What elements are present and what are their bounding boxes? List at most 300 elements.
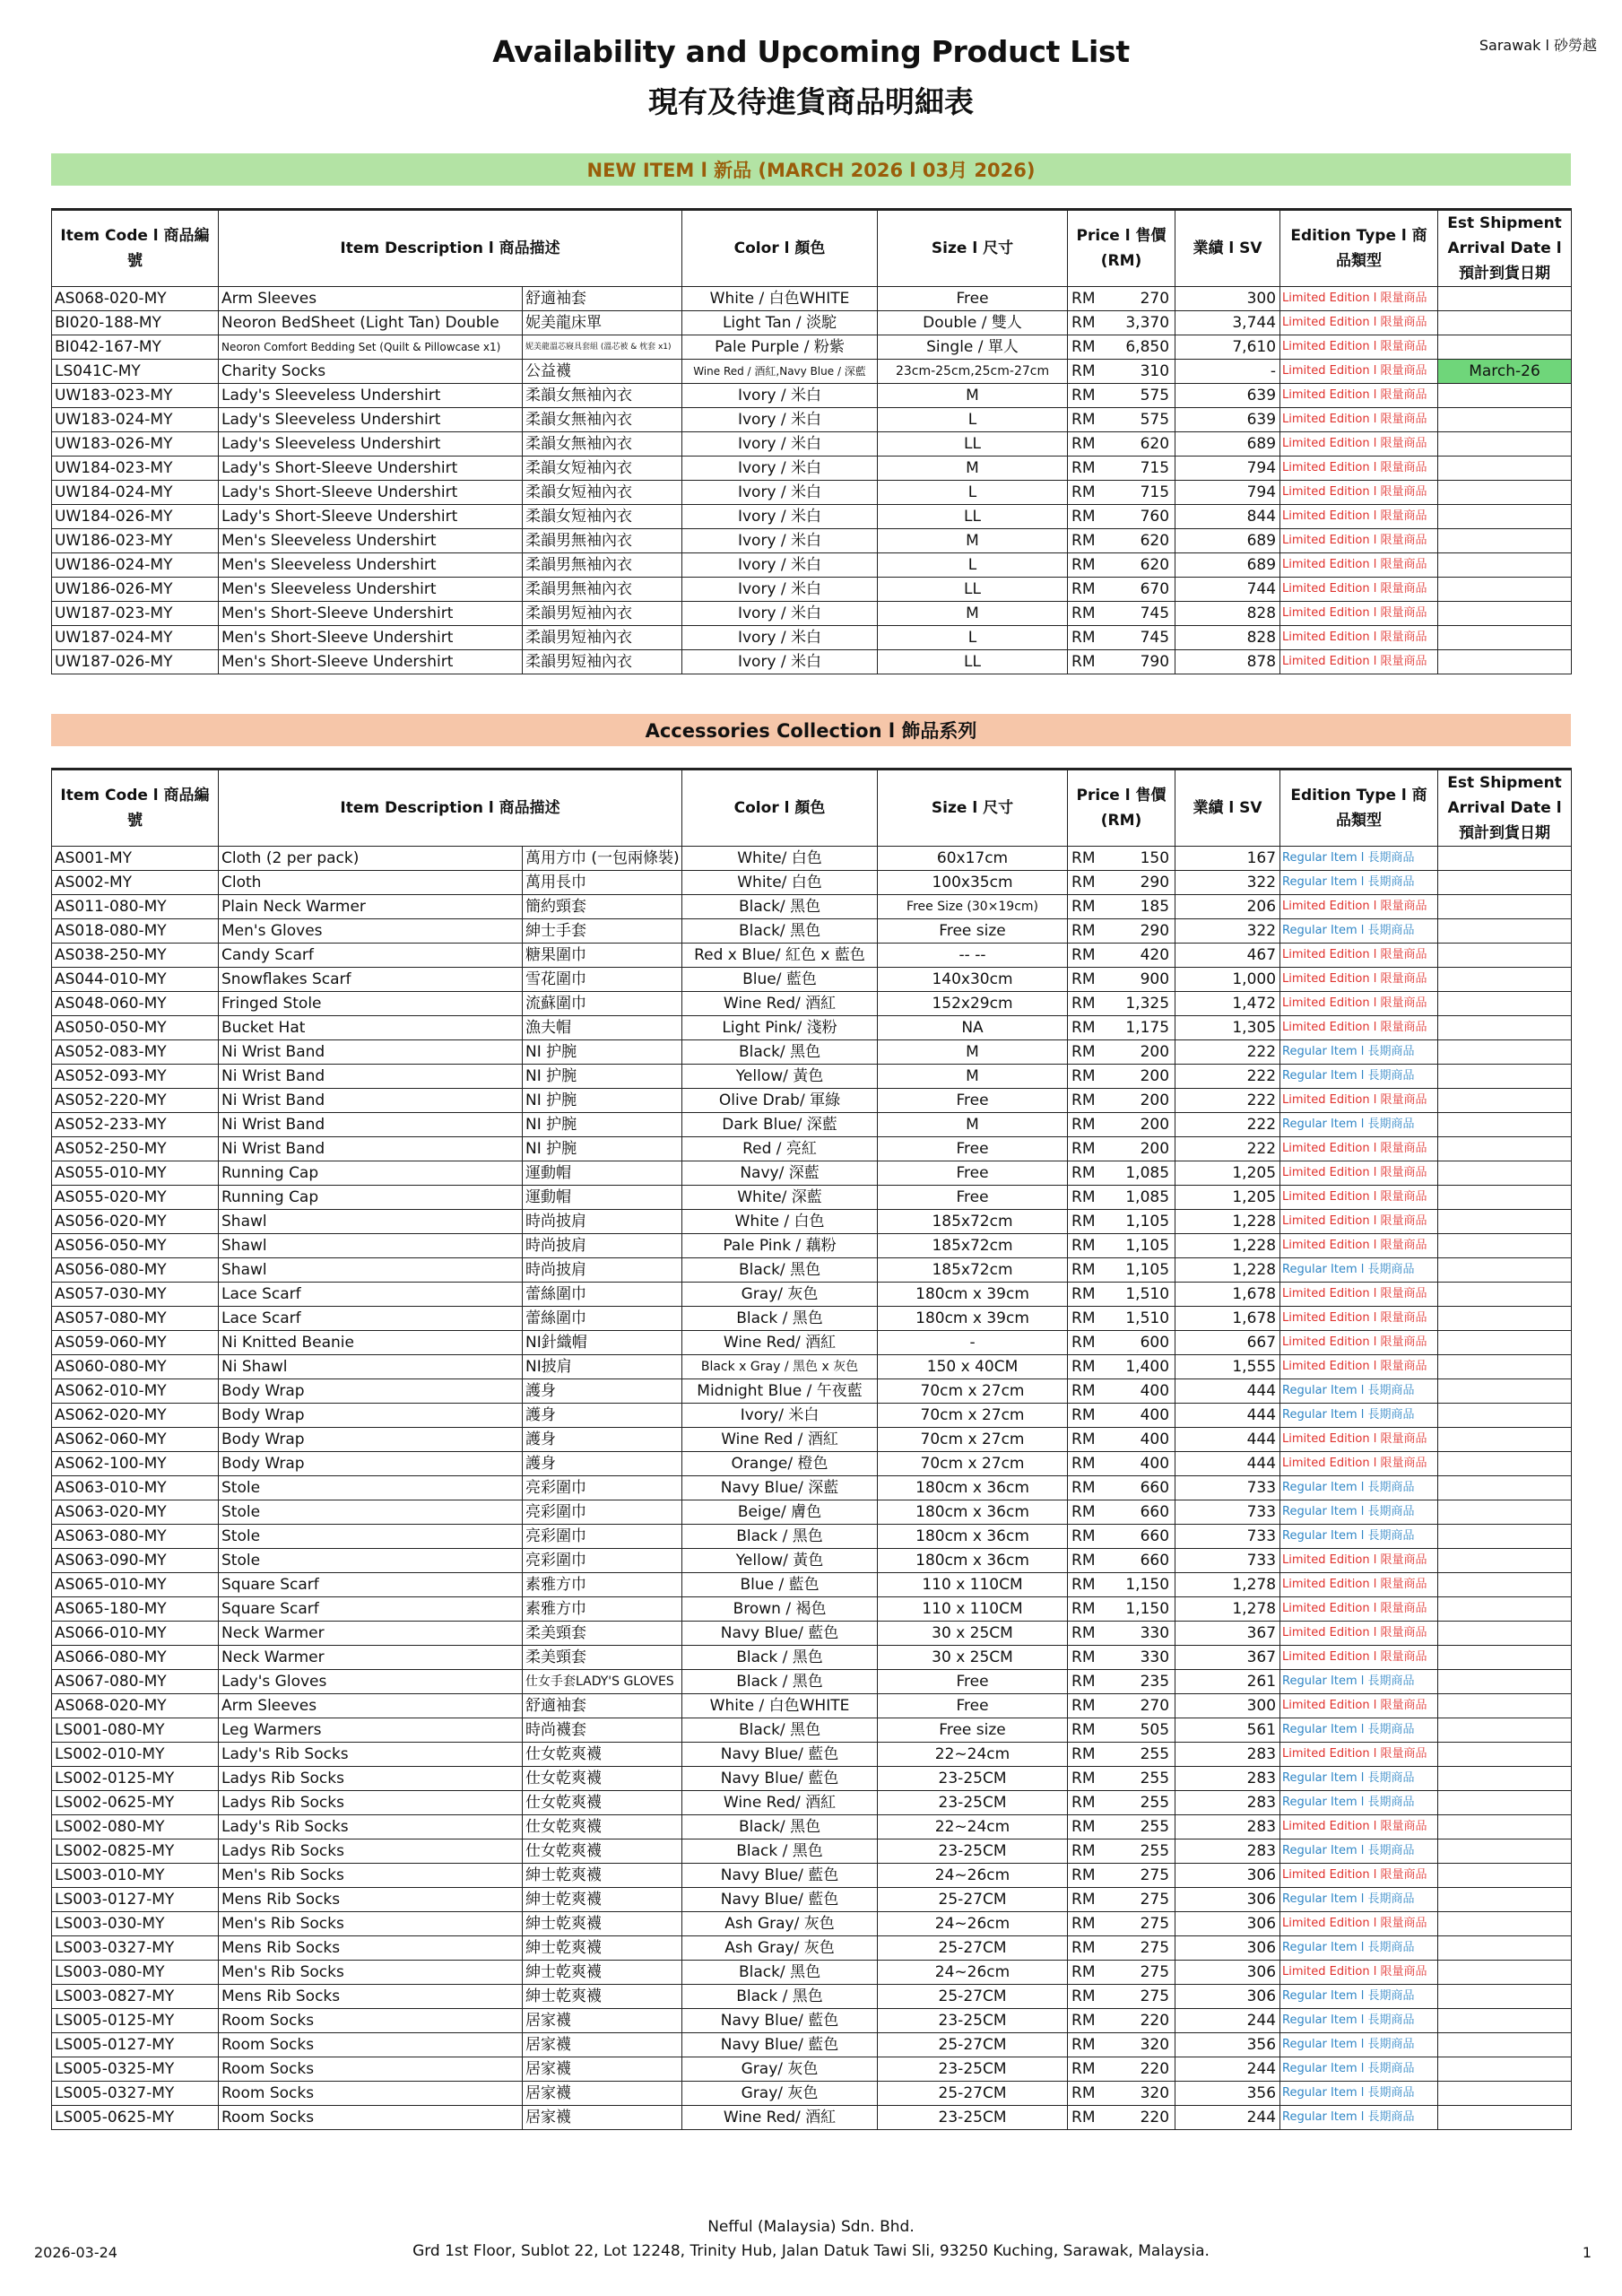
- arrival-date: [1438, 1065, 1572, 1089]
- item-description-en: Charity Socks: [219, 360, 523, 384]
- item-description-en: Cloth (2 per pack): [219, 847, 523, 871]
- item-code: BI042-167-MY: [52, 335, 219, 360]
- item-size: 23-25CM: [878, 2057, 1068, 2082]
- currency-label: RM: [1071, 1406, 1096, 1424]
- arrival-date: [1438, 578, 1572, 602]
- item-description-en: Men's Gloves: [219, 919, 523, 944]
- item-code: AS062-010-MY: [52, 1379, 219, 1404]
- item-color: Ivory / 米白: [682, 505, 878, 529]
- item-price: [1068, 1743, 1175, 1767]
- edition-type-badge: Regular Item l 長期商品: [1280, 2106, 1438, 2130]
- item-description-zh: 紳士乾爽襪: [523, 1864, 682, 1888]
- item-size: Free: [878, 1186, 1068, 1210]
- arrival-date: [1438, 1936, 1572, 1961]
- price-value: 745: [1140, 629, 1170, 647]
- item-code: UW183-026-MY: [52, 432, 219, 457]
- item-description-en: Ni Wrist Band: [219, 1065, 523, 1089]
- item-size: Free: [878, 1694, 1068, 1718]
- item-description-zh: 紳士乾爽襪: [523, 1961, 682, 1985]
- edition-type-badge: Limited Edition l 限量商品: [1280, 1234, 1438, 1258]
- arrival-date: [1438, 650, 1572, 674]
- arrival-date: [1438, 1573, 1572, 1597]
- arrival-date: [1438, 1743, 1572, 1767]
- item-code: UW184-023-MY: [52, 457, 219, 481]
- arrival-date: [1438, 1404, 1572, 1428]
- item-size: Free: [878, 1089, 1068, 1113]
- item-size: 110 x 110CM: [878, 1597, 1068, 1622]
- col-header-edition: Edition Type l 商品類型: [1280, 770, 1438, 847]
- item-size: LL: [878, 432, 1068, 457]
- item-description-en: Lady's Sleeveless Undershirt: [219, 384, 523, 408]
- item-sv: 356: [1175, 2033, 1280, 2057]
- item-price: [1068, 1839, 1175, 1864]
- item-color: Yellow/ 黃色: [682, 1549, 878, 1573]
- item-color: Olive Drab/ 軍綠: [682, 1089, 878, 1113]
- arrival-date: [1438, 1815, 1572, 1839]
- item-sv: 244: [1175, 2106, 1280, 2130]
- price-value: 660: [1140, 1552, 1170, 1570]
- item-code: AS066-080-MY: [52, 1646, 219, 1670]
- edition-type-badge: Limited Edition l 限量商品: [1280, 578, 1438, 602]
- item-description-zh: 萬用方巾 (一包兩條裝): [523, 847, 682, 871]
- item-color: White / 白色WHITE: [682, 287, 878, 311]
- item-sv: 444: [1175, 1452, 1280, 1476]
- item-description-en: Ni Knitted Beanie: [219, 1331, 523, 1355]
- table-row: [52, 1549, 1572, 1573]
- arrival-date: [1438, 1428, 1572, 1452]
- item-price: [1068, 1210, 1175, 1234]
- currency-label: RM: [1071, 1431, 1096, 1448]
- item-description-en: Arm Sleeves: [219, 287, 523, 311]
- item-size: 25-27CM: [878, 1985, 1068, 2009]
- item-color: Ivory / 米白: [682, 384, 878, 408]
- edition-type-badge: Limited Edition l 限量商品: [1280, 1622, 1438, 1646]
- table-row: [52, 944, 1572, 968]
- edition-type-badge: Regular Item l 長期商品: [1280, 2082, 1438, 2106]
- item-sv: 283: [1175, 1743, 1280, 1767]
- item-price: [1068, 650, 1175, 674]
- table-row: [52, 1404, 1572, 1428]
- item-size: 185x72cm: [878, 1210, 1068, 1234]
- edition-type-badge: Limited Edition l 限量商品: [1280, 529, 1438, 553]
- currency-label: RM: [1071, 2060, 1096, 2078]
- edition-type-badge: Limited Edition l 限量商品: [1280, 992, 1438, 1016]
- item-description-en: Ni Wrist Band: [219, 1040, 523, 1065]
- item-size: 152x29cm: [878, 992, 1068, 1016]
- item-size: 23-25CM: [878, 2009, 1068, 2033]
- item-price: [1068, 1694, 1175, 1718]
- table-row: [52, 457, 1572, 481]
- item-code: AS068-020-MY: [52, 1694, 219, 1718]
- item-color: Ash Gray/ 灰色: [682, 1912, 878, 1936]
- item-color: Blue / 藍色: [682, 1573, 878, 1597]
- item-price: [1068, 1961, 1175, 1985]
- currency-label: RM: [1071, 532, 1096, 550]
- item-size: M: [878, 457, 1068, 481]
- edition-type-badge: Limited Edition l 限量商品: [1280, 944, 1438, 968]
- item-size: 180cm x 39cm: [878, 1283, 1068, 1307]
- price-value: 185: [1140, 898, 1170, 916]
- item-description-en: Men's Sleeveless Undershirt: [219, 529, 523, 553]
- edition-type-badge: Regular Item l 長期商品: [1280, 1113, 1438, 1137]
- table-row: [52, 895, 1572, 919]
- item-size: 180cm x 36cm: [878, 1500, 1068, 1525]
- arrival-date: [1438, 847, 1572, 871]
- table-row: [52, 919, 1572, 944]
- item-description-zh: NI 护腕: [523, 1040, 682, 1065]
- price-value: 330: [1140, 1624, 1170, 1642]
- price-value: 660: [1140, 1503, 1170, 1521]
- item-code: AS065-010-MY: [52, 1573, 219, 1597]
- edition-type-badge: Limited Edition l 限量商品: [1280, 650, 1438, 674]
- item-sv: 733: [1175, 1500, 1280, 1525]
- item-description-en: Lady's Short-Sleeve Undershirt: [219, 481, 523, 505]
- currency-label: RM: [1071, 1503, 1096, 1521]
- item-color: Black/ 黑色: [682, 919, 878, 944]
- item-description-en: Room Socks: [219, 2057, 523, 2082]
- item-sv: 733: [1175, 1476, 1280, 1500]
- col-header-color: Color l 顏色: [682, 770, 878, 847]
- item-color: Ivory / 米白: [682, 650, 878, 674]
- arrival-date: [1438, 1355, 1572, 1379]
- edition-type-badge: Limited Edition l 限量商品: [1280, 505, 1438, 529]
- item-size: LL: [878, 650, 1068, 674]
- item-price: [1068, 335, 1175, 360]
- item-color: Ivory / 米白: [682, 626, 878, 650]
- item-code: LS003-030-MY: [52, 1912, 219, 1936]
- currency-label: RM: [1071, 1891, 1096, 1909]
- item-color: Navy/ 深藍: [682, 1161, 878, 1186]
- price-value: 1,175: [1125, 1019, 1170, 1037]
- item-code: AS063-080-MY: [52, 1525, 219, 1549]
- item-description-zh: 柔韻男短袖內衣: [523, 602, 682, 626]
- item-description-zh: 蕾絲圍巾: [523, 1307, 682, 1331]
- item-sv: 1,305: [1175, 1016, 1280, 1040]
- table-row: [52, 1743, 1572, 1767]
- item-size: 24~26cm: [878, 1912, 1068, 1936]
- currency-label: RM: [1071, 2012, 1096, 2030]
- table-row: [52, 2033, 1572, 2057]
- item-size: 140x30cm: [878, 968, 1068, 992]
- item-price: [1068, 1307, 1175, 1331]
- table-row: [52, 481, 1572, 505]
- price-value: 220: [1140, 2060, 1170, 2078]
- item-color: Black/ 黑色: [682, 1961, 878, 1985]
- edition-type-badge: Limited Edition l 限量商品: [1280, 626, 1438, 650]
- arrival-date: [1438, 968, 1572, 992]
- item-description-en: Men's Sleeveless Undershirt: [219, 578, 523, 602]
- item-description-en: Ladys Rib Socks: [219, 1767, 523, 1791]
- item-price: [1068, 968, 1175, 992]
- item-description-zh: NI 护腕: [523, 1065, 682, 1089]
- item-description-zh: 護身: [523, 1404, 682, 1428]
- table-row: [52, 1331, 1572, 1355]
- arrival-date: [1438, 1234, 1572, 1258]
- item-description-zh: 亮彩圍巾: [523, 1476, 682, 1500]
- item-price: [1068, 553, 1175, 578]
- item-color: White/ 白色: [682, 871, 878, 895]
- item-sv: 828: [1175, 602, 1280, 626]
- currency-label: RM: [1071, 1818, 1096, 1836]
- item-size: L: [878, 626, 1068, 650]
- edition-type-badge: Regular Item l 長期商品: [1280, 1404, 1438, 1428]
- item-description-zh: 紳士乾爽襪: [523, 1985, 682, 2009]
- price-value: 275: [1140, 1866, 1170, 1884]
- table-row: [52, 1936, 1572, 1961]
- item-size: Free size: [878, 1718, 1068, 1743]
- arrival-date: [1438, 1016, 1572, 1040]
- item-code: AS002-MY: [52, 871, 219, 895]
- item-description-en: Neck Warmer: [219, 1622, 523, 1646]
- table-row: [52, 1040, 1572, 1065]
- currency-label: RM: [1071, 1527, 1096, 1545]
- edition-type-badge: Limited Edition l 限量商品: [1280, 1912, 1438, 1936]
- price-value: 275: [1140, 1939, 1170, 1957]
- arrival-date: [1438, 1791, 1572, 1815]
- item-description-zh: 舒適袖套: [523, 1694, 682, 1718]
- price-value: 200: [1140, 1140, 1170, 1158]
- item-description-zh: 糖果圍巾: [523, 944, 682, 968]
- edition-type-badge: Regular Item l 長期商品: [1280, 1718, 1438, 1743]
- item-description-en: Ni Wrist Band: [219, 1137, 523, 1161]
- edition-type-badge: Limited Edition l 限量商品: [1280, 553, 1438, 578]
- currency-label: RM: [1071, 2109, 1096, 2126]
- item-size: 23-25CM: [878, 1791, 1068, 1815]
- currency-label: RM: [1071, 1382, 1096, 1400]
- price-value: 1,105: [1125, 1261, 1170, 1279]
- item-color: Pale Pink / 藕粉: [682, 1234, 878, 1258]
- item-color: Yellow/ 黃色: [682, 1065, 878, 1089]
- item-description-zh: 護身: [523, 1452, 682, 1476]
- item-code: LS003-080-MY: [52, 1961, 219, 1985]
- item-size: LL: [878, 578, 1068, 602]
- arrival-date: [1438, 335, 1572, 360]
- new-items-table: [51, 208, 1572, 674]
- item-code: LS001-080-MY: [52, 1718, 219, 1743]
- item-code: AS001-MY: [52, 847, 219, 871]
- footer-date: 2026-03-24: [34, 2244, 117, 2261]
- item-price: [1068, 481, 1175, 505]
- table-row: [52, 1258, 1572, 1283]
- edition-type-badge: Limited Edition l 限量商品: [1280, 481, 1438, 505]
- item-sv: 561: [1175, 1718, 1280, 1743]
- item-price: [1068, 1525, 1175, 1549]
- currency-label: RM: [1071, 1576, 1096, 1594]
- item-description-zh: NI 护腕: [523, 1113, 682, 1137]
- item-color: White / 白色WHITE: [682, 1694, 878, 1718]
- item-description-zh: 時尚披肩: [523, 1210, 682, 1234]
- arrival-date: [1438, 2033, 1572, 2057]
- currency-label: RM: [1071, 2084, 1096, 2102]
- currency-label: RM: [1071, 1963, 1096, 1981]
- item-description-zh: 漁夫帽: [523, 1016, 682, 1040]
- item-color: Navy Blue/ 藍色: [682, 1743, 878, 1767]
- item-size: Free: [878, 1161, 1068, 1186]
- item-color: Ivory / 米白: [682, 553, 878, 578]
- table-row: [52, 1428, 1572, 1452]
- edition-type-badge: Limited Edition l 限量商品: [1280, 1597, 1438, 1622]
- item-size: 100x35cm: [878, 871, 1068, 895]
- item-sv: 467: [1175, 944, 1280, 968]
- item-description-en: Leg Warmers: [219, 1718, 523, 1743]
- item-price: [1068, 1670, 1175, 1694]
- currency-label: RM: [1071, 387, 1096, 404]
- edition-type-badge: Limited Edition l 限量商品: [1280, 895, 1438, 919]
- arrival-date: [1438, 1210, 1572, 1234]
- item-code: AS057-080-MY: [52, 1307, 219, 1331]
- item-sv: 1,678: [1175, 1307, 1280, 1331]
- edition-type-badge: Regular Item l 長期商品: [1280, 1839, 1438, 1864]
- item-description-en: Fringed Stole: [219, 992, 523, 1016]
- arrival-date: [1438, 1500, 1572, 1525]
- item-description-en: Room Socks: [219, 2082, 523, 2106]
- item-description-zh: 時尚襪套: [523, 1718, 682, 1743]
- arrival-date: [1438, 1040, 1572, 1065]
- item-size: Free Size (30×19cm): [878, 895, 1068, 919]
- item-sv: 7,610: [1175, 335, 1280, 360]
- currency-label: RM: [1071, 1866, 1096, 1884]
- item-price: [1068, 1622, 1175, 1646]
- item-description-en: Body Wrap: [219, 1404, 523, 1428]
- arrival-date: [1438, 1985, 1572, 2009]
- table-header-row: [52, 210, 1572, 287]
- item-color: Ivory / 米白: [682, 457, 878, 481]
- item-color: Ivory / 米白: [682, 481, 878, 505]
- item-description-en: Men's Rib Socks: [219, 1961, 523, 1985]
- item-description-zh: 仕女乾爽襪: [523, 1791, 682, 1815]
- item-sv: 167: [1175, 847, 1280, 871]
- item-description-zh: 居家襪: [523, 2106, 682, 2130]
- table-row: [52, 1500, 1572, 1525]
- table-row: [52, 1137, 1572, 1161]
- item-description-zh: 雪花圍巾: [523, 968, 682, 992]
- currency-label: RM: [1071, 362, 1096, 380]
- item-size: Free: [878, 1670, 1068, 1694]
- item-color: Light Pink/ 淺粉: [682, 1016, 878, 1040]
- edition-type-badge: Regular Item l 長期商品: [1280, 1936, 1438, 1961]
- item-color: Ivory / 米白: [682, 602, 878, 626]
- price-value: 745: [1140, 604, 1170, 622]
- arrival-date: [1438, 1888, 1572, 1912]
- item-size: M: [878, 384, 1068, 408]
- table-row: [52, 2057, 1572, 2082]
- item-description-zh: 蕾絲圍巾: [523, 1283, 682, 1307]
- item-sv: 1,205: [1175, 1186, 1280, 1210]
- item-description-en: Lady's Rib Socks: [219, 1743, 523, 1767]
- arrival-date: [1438, 992, 1572, 1016]
- item-code: UW187-024-MY: [52, 626, 219, 650]
- price-value: 715: [1140, 459, 1170, 477]
- item-sv: 244: [1175, 2009, 1280, 2033]
- item-description-zh: 時尚披肩: [523, 1258, 682, 1283]
- item-sv: 689: [1175, 529, 1280, 553]
- currency-label: RM: [1071, 435, 1096, 453]
- table-row: [52, 1767, 1572, 1791]
- item-description-en: Ladys Rib Socks: [219, 1791, 523, 1815]
- price-value: 255: [1140, 1842, 1170, 1860]
- item-price: [1068, 2082, 1175, 2106]
- arrival-date: March-26: [1438, 360, 1572, 384]
- edition-type-badge: Regular Item l 長期商品: [1280, 1791, 1438, 1815]
- col-header-price: Price l 售價 (RM): [1068, 210, 1175, 287]
- table-row: [52, 553, 1572, 578]
- price-value: 255: [1140, 1770, 1170, 1787]
- item-description-zh: NI披肩: [523, 1355, 682, 1379]
- item-code: AS052-083-MY: [52, 1040, 219, 1065]
- item-sv: 844: [1175, 505, 1280, 529]
- item-size: 24~26cm: [878, 1864, 1068, 1888]
- table-row: [52, 1670, 1572, 1694]
- item-code: AS052-220-MY: [52, 1089, 219, 1113]
- item-size: 22~24cm: [878, 1815, 1068, 1839]
- price-value: 660: [1140, 1527, 1170, 1545]
- item-sv: 794: [1175, 481, 1280, 505]
- arrival-date: [1438, 287, 1572, 311]
- item-price: [1068, 1864, 1175, 1888]
- arrival-date: [1438, 408, 1572, 432]
- item-description-en: Stole: [219, 1549, 523, 1573]
- item-color: Orange/ 橙色: [682, 1452, 878, 1476]
- arrival-date: [1438, 871, 1572, 895]
- arrival-date: [1438, 1549, 1572, 1573]
- arrival-date: [1438, 1961, 1572, 1985]
- item-sv: 306: [1175, 1912, 1280, 1936]
- item-color: Black / 黑色: [682, 1525, 878, 1549]
- item-description-en: Men's Rib Socks: [219, 1864, 523, 1888]
- item-code: AS067-080-MY: [52, 1670, 219, 1694]
- edition-type-badge: Regular Item l 長期商品: [1280, 919, 1438, 944]
- item-size: 150 x 40CM: [878, 1355, 1068, 1379]
- arrival-date: [1438, 311, 1572, 335]
- item-color: Navy Blue/ 藍色: [682, 1622, 878, 1646]
- item-color: Black / 黑色: [682, 1985, 878, 2009]
- item-code: UW186-024-MY: [52, 553, 219, 578]
- item-sv: 283: [1175, 1791, 1280, 1815]
- price-value: 400: [1140, 1455, 1170, 1473]
- item-code: LS003-0827-MY: [52, 1985, 219, 2009]
- currency-label: RM: [1071, 290, 1096, 308]
- price-value: 270: [1140, 290, 1170, 308]
- col-header-code: Item Code l 商品編號: [52, 770, 219, 847]
- item-description-en: Square Scarf: [219, 1573, 523, 1597]
- item-size: L: [878, 553, 1068, 578]
- item-sv: 733: [1175, 1549, 1280, 1573]
- table-row: [52, 2082, 1572, 2106]
- item-sv: 1,555: [1175, 1355, 1280, 1379]
- item-code: AS062-020-MY: [52, 1404, 219, 1428]
- item-description-en: Shawl: [219, 1258, 523, 1283]
- currency-label: RM: [1071, 580, 1096, 598]
- item-description-en: Plain Neck Warmer: [219, 895, 523, 919]
- price-value: 220: [1140, 2109, 1170, 2126]
- col-header-sv: 業績 l SV: [1175, 210, 1280, 287]
- item-color: Black/ 黑色: [682, 895, 878, 919]
- item-sv: 1,228: [1175, 1234, 1280, 1258]
- item-code: LS003-0327-MY: [52, 1936, 219, 1961]
- arrival-date: [1438, 944, 1572, 968]
- arrival-date: [1438, 1646, 1572, 1670]
- currency-label: RM: [1071, 1067, 1096, 1085]
- item-size: 70cm x 27cm: [878, 1452, 1068, 1476]
- item-color: Pale Purple / 粉紫: [682, 335, 878, 360]
- footer-address: Grd 1st Floor, Sublot 22, Lot 12248, Trinity Hub, Jalan Datuk Tawi Sli, 93250 Kuching, Sarawak, Malaysia.: [412, 2242, 1210, 2260]
- item-code: LS005-0327-MY: [52, 2082, 219, 2106]
- item-description-en: Mens Rib Socks: [219, 1888, 523, 1912]
- item-description-en: Neoron BedSheet (Light Tan) Double: [219, 311, 523, 335]
- item-price: [1068, 1355, 1175, 1379]
- edition-type-badge: Limited Edition l 限量商品: [1280, 408, 1438, 432]
- col-header-description: Item Description l 商品描述: [219, 210, 682, 287]
